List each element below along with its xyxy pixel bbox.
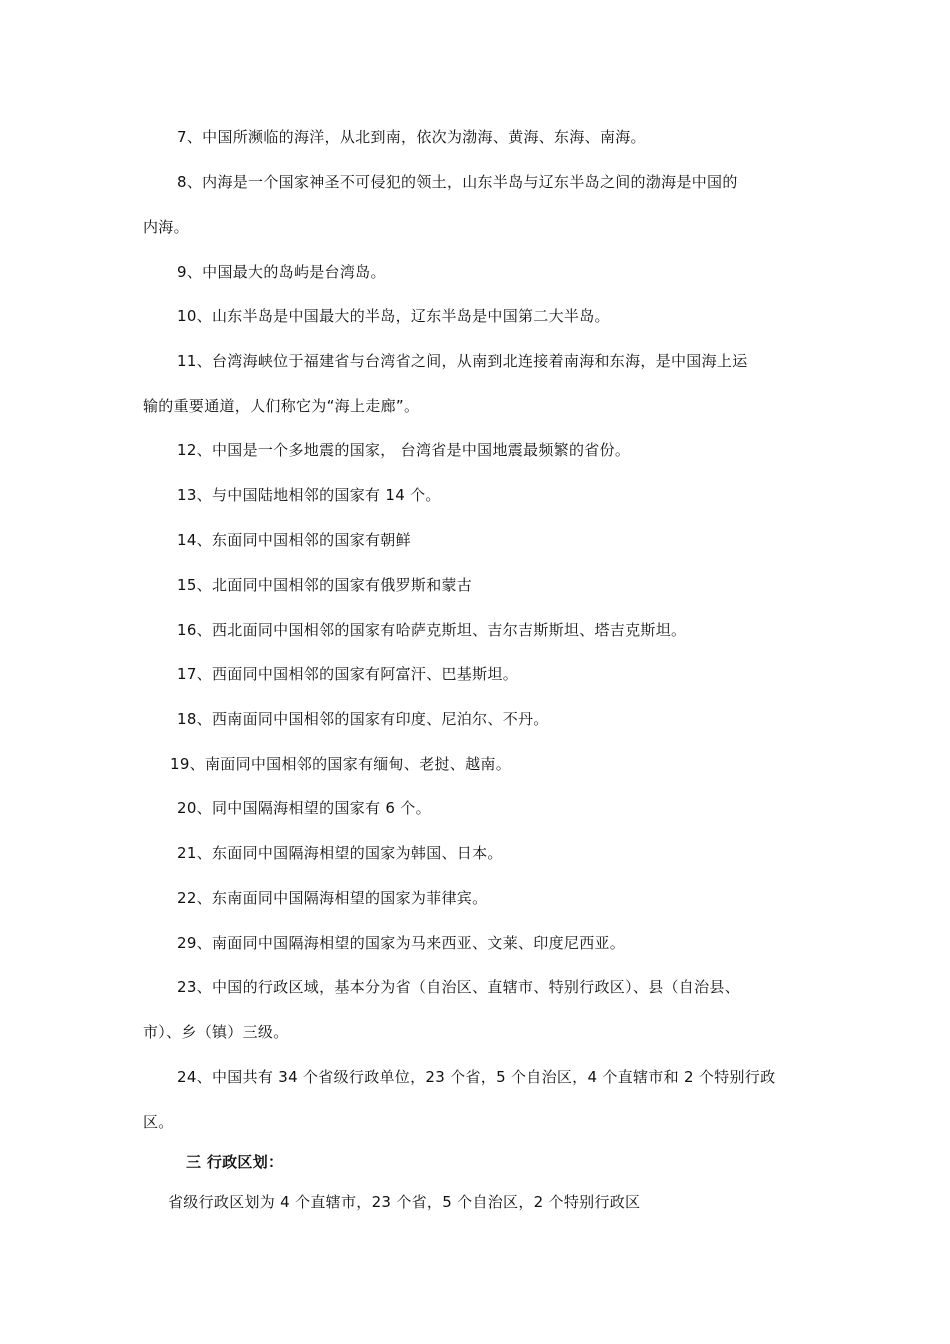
summary-paragraph: 省级行政区划为 4 个直辖市，23 个省，5 个自治区，2 个特别行政区 bbox=[168, 1193, 641, 1211]
item-24: 24、中国共有 34 个省级行政单位，23 个省，5 个自治区，4 个直辖市和 2 个特别行政 bbox=[177, 1068, 776, 1086]
item-7: 7、中国所濒临的海洋，从北到南，依次为渤海、黄海、东海、南海。 bbox=[177, 128, 646, 146]
item-14: 14、东面同中国相邻的国家有朝鲜 bbox=[177, 531, 411, 549]
item-15: 15、北面同中国相邻的国家有俄罗斯和蒙古 bbox=[177, 576, 473, 594]
item-20: 20、同中国隔海相望的国家有 6 个。 bbox=[177, 799, 431, 817]
section-heading: 三 行政区划： bbox=[186, 1153, 284, 1171]
item-17: 17、西面同中国相邻的国家有阿富汗、巴基斯坦。 bbox=[177, 665, 518, 683]
item-19: 19、南面同中国相邻的国家有缅甸、老挝、越南。 bbox=[170, 755, 511, 773]
item-8-continued: 内海。 bbox=[143, 218, 189, 236]
item-23-continued: 市）、乡（镇）三级。 bbox=[143, 1023, 289, 1041]
item-12: 12、中国是一个多地震的国家， 台湾省是中国地震最频繁的省份。 bbox=[177, 441, 631, 459]
item-13: 13、与中国陆地相邻的国家有 14 个。 bbox=[177, 486, 441, 504]
item-24-continued: 区。 bbox=[143, 1113, 174, 1131]
item-18: 18、西南面同中国相邻的国家有印度、尼泊尔、不丹。 bbox=[177, 710, 549, 728]
item-29: 29、南面同中国隔海相望的国家为马来西亚、文莱、印度尼西亚。 bbox=[177, 934, 626, 952]
item-22: 22、东南面同中国隔海相望的国家为菲律宾。 bbox=[177, 889, 488, 907]
item-23: 23、中国的行政区域，基本分为省（自治区、直辖市、特别行政区）、县（自治县、 bbox=[177, 978, 740, 996]
item-8: 8、内海是一个国家神圣不可侵犯的领土，山东半岛与辽东半岛之间的渤海是中国的 bbox=[177, 173, 738, 191]
item-16: 16、西北面同中国相邻的国家有哈萨克斯坦、吉尔吉斯斯坦、塔吉克斯坦。 bbox=[177, 621, 687, 639]
item-9: 9、中国最大的岛屿是台湾岛。 bbox=[177, 263, 386, 281]
item-11: 11、台湾海峡位于福建省与台湾省之间，从南到北连接着南海和东海，是中国海上运 bbox=[177, 352, 748, 370]
item-21: 21、东面同中国隔海相望的国家为韩国、日本。 bbox=[177, 844, 503, 862]
item-11-continued: 输的重要通道，人们称它为“海上走廊”。 bbox=[143, 397, 420, 415]
item-10: 10、山东半岛是中国最大的半岛，辽东半岛是中国第二大半岛。 bbox=[177, 307, 610, 325]
